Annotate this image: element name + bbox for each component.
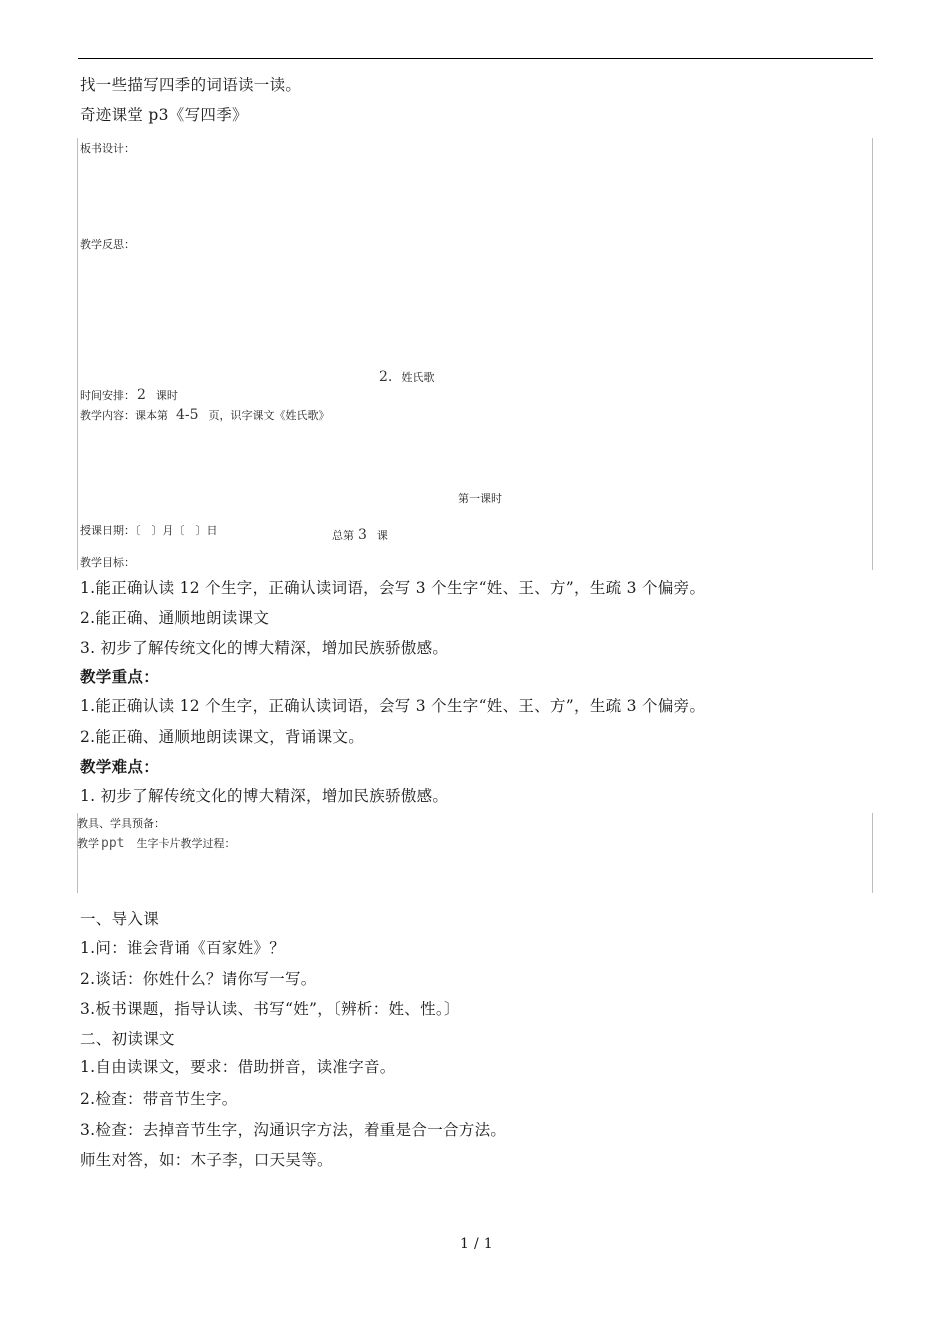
lesson-number: 2. — [379, 369, 393, 385]
tools-line-rest: 生字卡片教学过程： — [136, 837, 236, 850]
frame2-right-border — [872, 813, 873, 893]
header-line-1: 找一些描写四季的词语读一读。 — [80, 76, 302, 94]
total-label: 总第 — [332, 529, 354, 542]
goal-item: 3. 初步了解传统文化的博大精深，增加民族骄傲感。 — [80, 639, 449, 657]
time-value: 2 — [137, 387, 146, 403]
key-point-item: 2.能正确、通顺地朗读课文，背诵课文。 — [80, 728, 364, 746]
process-step: 3.板书课题，指导认读、书写“姓”，〔辨析：姓、性。〕 — [80, 1000, 460, 1018]
top-rule — [78, 58, 873, 59]
process-step: 3.检查：去掉音节生字，沟通识字方法，着重是合一合方法。 — [80, 1121, 507, 1139]
frame-left-border — [77, 138, 78, 570]
tools-label: 教具、学具预备： — [77, 817, 165, 830]
goal-item: 1.能正确认读 12 个生字，正确认读词语，会写 3 个生字“姓、王、方”，生疏 3 个偏旁。 — [80, 579, 706, 597]
process-section-heading: 一、导入课 — [80, 910, 160, 928]
lesson-date: 授课日期：〔 〕月〔 〕日 — [80, 524, 218, 537]
lesson-title-text: 姓氏歌 — [401, 371, 435, 384]
tools-line — [77, 832, 235, 851]
process-section-heading: 二、初读课文 — [80, 1030, 175, 1048]
process-step: 2.谈话：你姓什么？请你写一写。 — [80, 970, 317, 988]
difficulties-heading: 教学难点： — [80, 757, 160, 776]
content-label: 教学内容：课本第 — [80, 409, 168, 422]
content-pages: 4-5 — [176, 407, 199, 423]
board-design-label: 板书设计： — [80, 142, 135, 155]
teaching-reflection-label: 教学反思： — [80, 238, 135, 251]
goal-item: 2.能正确、通顺地朗读课文 — [80, 609, 270, 627]
content-rest: 页，识字课文《姓氏歌》 — [208, 409, 330, 422]
time-arrangement — [80, 384, 178, 403]
time-label: 时间安排： — [80, 389, 135, 402]
total-value: 3 — [358, 527, 367, 543]
tools-ppt: ppt — [101, 836, 125, 851]
lesson-title — [379, 366, 434, 385]
process-step: 1.问：谁会背诵《百家姓》？ — [80, 939, 285, 957]
key-point-item: 1.能正确认读 12 个生字，正确认读词语，会写 3 个生字“姓、王、方”，生疏 3 个偏旁。 — [80, 697, 706, 715]
time-unit: 课时 — [155, 389, 178, 402]
tools-line-prefix: 教学 — [77, 837, 99, 850]
teaching-content — [80, 404, 330, 423]
frame-right-border — [872, 138, 873, 570]
goals-label: 教学目标： — [80, 556, 135, 569]
header-line-2: 奇迹课堂 p3《写四季》 — [80, 106, 248, 124]
difficulty-item: 1. 初步了解传统文化的博大精深，增加民族骄傲感。 — [80, 787, 449, 805]
period-heading: 第一课时 — [458, 492, 502, 505]
total-unit: 课 — [376, 529, 388, 542]
process-step: 师生对答，如：木子李，口天吴等。 — [80, 1151, 333, 1169]
total-lesson-count — [332, 524, 388, 543]
process-step: 2.检查：带音节生字。 — [80, 1090, 238, 1108]
process-step: 1.自由读课文，要求：借助拼音，读准字音。 — [80, 1058, 396, 1076]
page-number: 1 / 1 — [460, 1236, 493, 1252]
key-points-heading: 教学重点： — [80, 667, 160, 686]
